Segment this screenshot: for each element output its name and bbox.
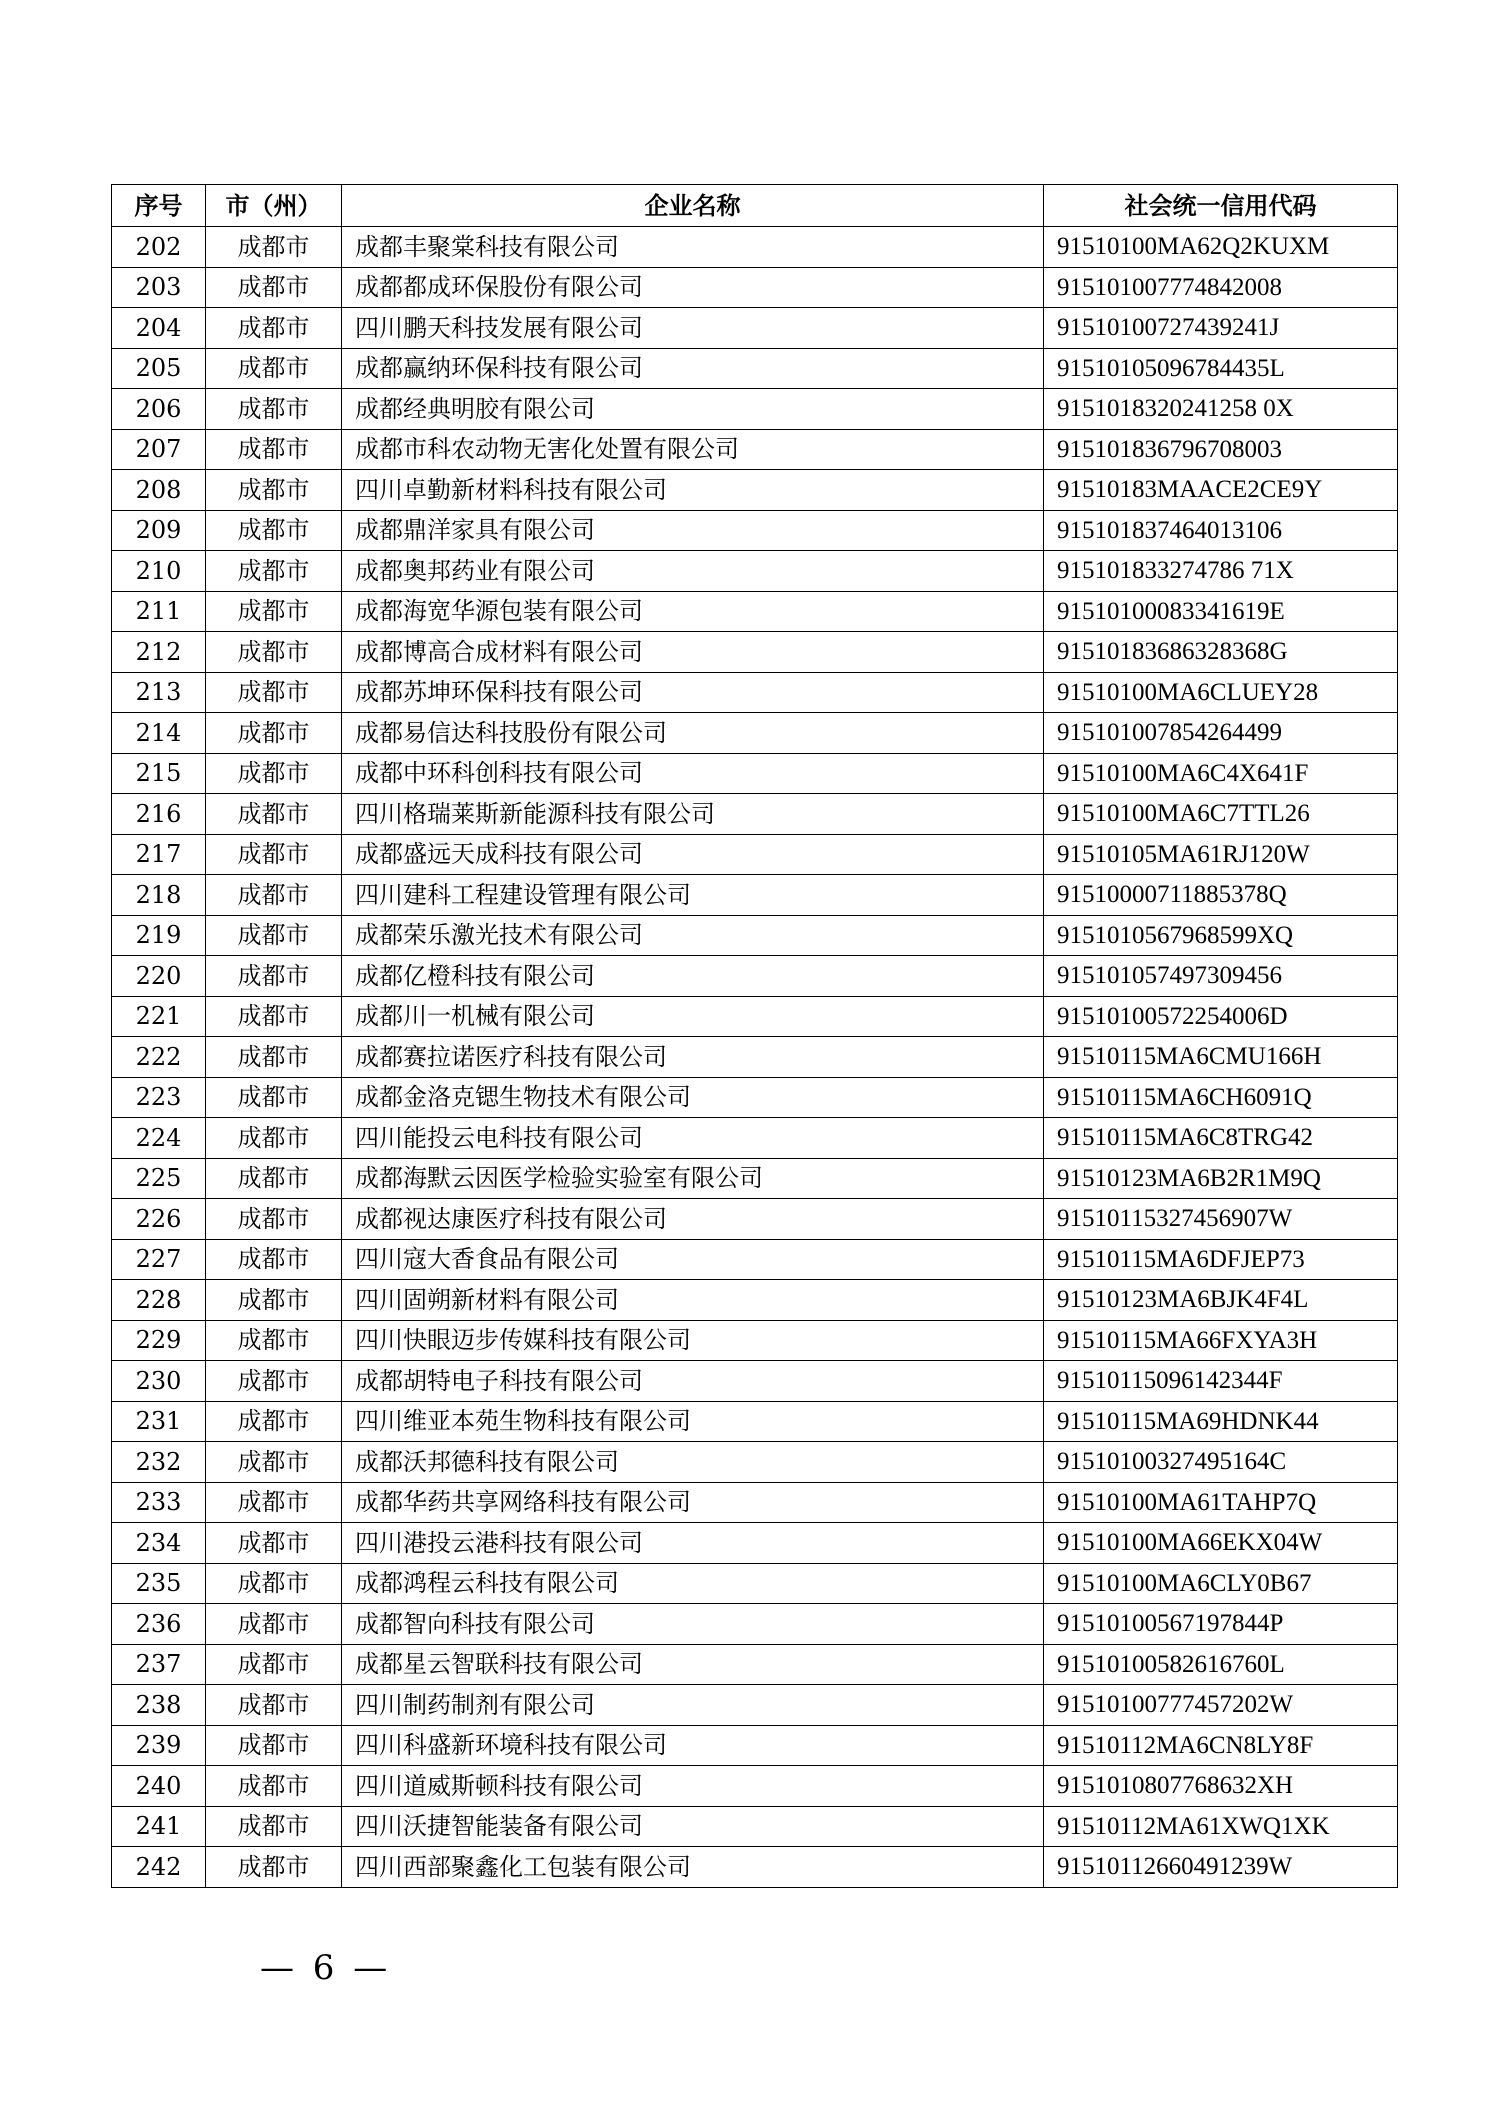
table-row bbox=[112, 875, 1398, 916]
row-company-name: 四川维亚本苑生物科技有限公司 bbox=[342, 1401, 1044, 1442]
row-credit-code: 91510112660491239W bbox=[1044, 1847, 1398, 1888]
table-row bbox=[112, 1847, 1398, 1888]
row-credit-code: 91510115MA6CH6091Q bbox=[1044, 1077, 1398, 1118]
row-company-name: 四川固朔新材料有限公司 bbox=[342, 1280, 1044, 1321]
row-company-name: 成都赢纳环保科技有限公司 bbox=[342, 348, 1044, 389]
table-row bbox=[112, 1563, 1398, 1604]
row-company-name: 成都苏坤环保科技有限公司 bbox=[342, 672, 1044, 713]
row-city: 成都市 bbox=[206, 1766, 342, 1807]
row-serial-number: 205 bbox=[112, 348, 206, 389]
row-company-name: 四川科盛新环境科技有限公司 bbox=[342, 1725, 1044, 1766]
table-row bbox=[112, 389, 1398, 430]
row-serial-number: 213 bbox=[112, 672, 206, 713]
row-city: 成都市 bbox=[206, 470, 342, 511]
row-credit-code: 91510100327495164C bbox=[1044, 1442, 1398, 1483]
row-company-name: 成都鸿程云科技有限公司 bbox=[342, 1563, 1044, 1604]
row-city: 成都市 bbox=[206, 1158, 342, 1199]
row-company-name: 四川鹏天科技发展有限公司 bbox=[342, 308, 1044, 349]
table-row bbox=[112, 1604, 1398, 1645]
row-company-name: 四川港投云港科技有限公司 bbox=[342, 1523, 1044, 1564]
row-credit-code: 91510000711885378Q bbox=[1044, 875, 1398, 916]
row-city: 成都市 bbox=[206, 591, 342, 632]
row-company-name: 四川制药制剂有限公司 bbox=[342, 1685, 1044, 1726]
table-row bbox=[112, 1361, 1398, 1402]
row-city: 成都市 bbox=[206, 551, 342, 592]
row-serial-number: 238 bbox=[112, 1685, 206, 1726]
header-serial-number: 序号 bbox=[112, 185, 206, 227]
row-city: 成都市 bbox=[206, 1523, 342, 1564]
table-row bbox=[112, 1644, 1398, 1685]
row-serial-number: 221 bbox=[112, 996, 206, 1037]
row-serial-number: 226 bbox=[112, 1199, 206, 1240]
row-city: 成都市 bbox=[206, 794, 342, 835]
row-serial-number: 239 bbox=[112, 1725, 206, 1766]
row-company-name: 成都市科农动物无害化处置有限公司 bbox=[342, 429, 1044, 470]
table-row bbox=[112, 551, 1398, 592]
row-serial-number: 203 bbox=[112, 267, 206, 308]
table-row bbox=[112, 1401, 1398, 1442]
row-company-name: 成都海默云因医学检验实验室有限公司 bbox=[342, 1158, 1044, 1199]
row-credit-code: 9151010807768632XH bbox=[1044, 1766, 1398, 1807]
table-row bbox=[112, 1482, 1398, 1523]
row-city: 成都市 bbox=[206, 510, 342, 551]
row-city: 成都市 bbox=[206, 1847, 342, 1888]
table-row bbox=[112, 348, 1398, 389]
row-serial-number: 229 bbox=[112, 1320, 206, 1361]
row-serial-number: 217 bbox=[112, 834, 206, 875]
table-row bbox=[112, 1685, 1398, 1726]
row-company-name: 成都中环科创科技有限公司 bbox=[342, 753, 1044, 794]
row-company-name: 四川西部聚鑫化工包装有限公司 bbox=[342, 1847, 1044, 1888]
row-serial-number: 224 bbox=[112, 1118, 206, 1159]
row-credit-code: 91510115MA66FXYA3H bbox=[1044, 1320, 1398, 1361]
table-row bbox=[112, 267, 1398, 308]
row-company-name: 成都都成环保股份有限公司 bbox=[342, 267, 1044, 308]
row-company-name: 四川沃捷智能装备有限公司 bbox=[342, 1806, 1044, 1847]
table-row bbox=[112, 1725, 1398, 1766]
row-city: 成都市 bbox=[206, 753, 342, 794]
row-company-name: 成都沃邦德科技有限公司 bbox=[342, 1442, 1044, 1483]
row-city: 成都市 bbox=[206, 1725, 342, 1766]
row-credit-code: 91510112MA61XWQ1XK bbox=[1044, 1806, 1398, 1847]
table-row bbox=[112, 1523, 1398, 1564]
row-company-name: 四川能投云电科技有限公司 bbox=[342, 1118, 1044, 1159]
table-row bbox=[112, 1239, 1398, 1280]
row-credit-code: 91510100567197844P bbox=[1044, 1604, 1398, 1645]
row-city: 成都市 bbox=[206, 915, 342, 956]
table-row bbox=[112, 753, 1398, 794]
row-credit-code: 91510100777457202W bbox=[1044, 1685, 1398, 1726]
row-credit-code: 915101837464013106 bbox=[1044, 510, 1398, 551]
table-row bbox=[112, 1766, 1398, 1807]
row-city: 成都市 bbox=[206, 1320, 342, 1361]
row-serial-number: 230 bbox=[112, 1361, 206, 1402]
row-credit-code: 91510105096784435L bbox=[1044, 348, 1398, 389]
row-credit-code: 91510100MA66EKX04W bbox=[1044, 1523, 1398, 1564]
row-company-name: 成都奥邦药业有限公司 bbox=[342, 551, 1044, 592]
row-city: 成都市 bbox=[206, 1442, 342, 1483]
row-company-name: 四川卓勤新材料科技有限公司 bbox=[342, 470, 1044, 511]
table-row bbox=[112, 1320, 1398, 1361]
row-credit-code: 91510100MA61TAHP7Q bbox=[1044, 1482, 1398, 1523]
row-city: 成都市 bbox=[206, 1563, 342, 1604]
row-city: 成都市 bbox=[206, 1401, 342, 1442]
header-company-name: 企业名称 bbox=[342, 185, 1044, 227]
table-row bbox=[112, 956, 1398, 997]
row-credit-code: 91510100MA6CLY0B67 bbox=[1044, 1563, 1398, 1604]
row-company-name: 成都金洛克锶生物技术有限公司 bbox=[342, 1077, 1044, 1118]
table-row bbox=[112, 308, 1398, 349]
row-serial-number: 233 bbox=[112, 1482, 206, 1523]
row-company-name: 成都亿橙科技有限公司 bbox=[342, 956, 1044, 997]
row-city: 成都市 bbox=[206, 308, 342, 349]
row-serial-number: 206 bbox=[112, 389, 206, 430]
header-row bbox=[112, 185, 1398, 227]
row-serial-number: 242 bbox=[112, 1847, 206, 1888]
table-row bbox=[112, 1077, 1398, 1118]
row-company-name: 四川建科工程建设管理有限公司 bbox=[342, 875, 1044, 916]
row-credit-code: 91510183686328368G bbox=[1044, 632, 1398, 673]
row-credit-code: 91510100MA6C7TTL26 bbox=[1044, 794, 1398, 835]
header-city: 市（州） bbox=[206, 185, 342, 227]
row-serial-number: 204 bbox=[112, 308, 206, 349]
row-company-name: 四川格瑞莱斯新能源科技有限公司 bbox=[342, 794, 1044, 835]
row-serial-number: 215 bbox=[112, 753, 206, 794]
row-serial-number: 225 bbox=[112, 1158, 206, 1199]
row-serial-number: 210 bbox=[112, 551, 206, 592]
row-company-name: 成都智向科技有限公司 bbox=[342, 1604, 1044, 1645]
row-city: 成都市 bbox=[206, 1280, 342, 1321]
row-company-name: 四川寇大香食品有限公司 bbox=[342, 1239, 1044, 1280]
row-company-name: 成都星云智联科技有限公司 bbox=[342, 1644, 1044, 1685]
row-credit-code: 91510100MA6CLUEY28 bbox=[1044, 672, 1398, 713]
row-credit-code: 91510100MA6C4X641F bbox=[1044, 753, 1398, 794]
table-row bbox=[112, 470, 1398, 511]
row-credit-code: 915101057497309456 bbox=[1044, 956, 1398, 997]
row-company-name: 成都海宽华源包装有限公司 bbox=[342, 591, 1044, 632]
row-city: 成都市 bbox=[206, 1604, 342, 1645]
row-city: 成都市 bbox=[206, 1118, 342, 1159]
row-company-name: 成都胡特电子科技有限公司 bbox=[342, 1361, 1044, 1402]
row-credit-code: 91510123MA6BJK4F4L bbox=[1044, 1280, 1398, 1321]
table-row bbox=[112, 834, 1398, 875]
row-city: 成都市 bbox=[206, 348, 342, 389]
row-serial-number: 207 bbox=[112, 429, 206, 470]
row-city: 成都市 bbox=[206, 875, 342, 916]
table-row bbox=[112, 1280, 1398, 1321]
row-serial-number: 223 bbox=[112, 1077, 206, 1118]
table-row bbox=[112, 1118, 1398, 1159]
row-city: 成都市 bbox=[206, 996, 342, 1037]
row-company-name: 成都视达康医疗科技有限公司 bbox=[342, 1199, 1044, 1240]
row-company-name: 成都经典明胶有限公司 bbox=[342, 389, 1044, 430]
row-city: 成都市 bbox=[206, 1037, 342, 1078]
row-serial-number: 240 bbox=[112, 1766, 206, 1807]
row-credit-code: 915101007854264499 bbox=[1044, 713, 1398, 754]
row-credit-code: 91510100572254006D bbox=[1044, 996, 1398, 1037]
table-row bbox=[112, 227, 1398, 268]
table-row bbox=[112, 1037, 1398, 1078]
row-company-name: 成都鼎洋家具有限公司 bbox=[342, 510, 1044, 551]
row-city: 成都市 bbox=[206, 672, 342, 713]
row-serial-number: 237 bbox=[112, 1644, 206, 1685]
row-credit-code: 91510183MAACE2CE9Y bbox=[1044, 470, 1398, 511]
row-credit-code: 915101836796708003 bbox=[1044, 429, 1398, 470]
row-city: 成都市 bbox=[206, 1644, 342, 1685]
row-company-name: 四川快眼迈步传媒科技有限公司 bbox=[342, 1320, 1044, 1361]
page-number: — 6 — bbox=[260, 1948, 392, 1988]
row-city: 成都市 bbox=[206, 1077, 342, 1118]
row-city: 成都市 bbox=[206, 713, 342, 754]
row-city: 成都市 bbox=[206, 429, 342, 470]
row-serial-number: 214 bbox=[112, 713, 206, 754]
row-city: 成都市 bbox=[206, 956, 342, 997]
table-row bbox=[112, 794, 1398, 835]
row-city: 成都市 bbox=[206, 227, 342, 268]
enterprise-table bbox=[111, 184, 1398, 1888]
row-serial-number: 209 bbox=[112, 510, 206, 551]
row-city: 成都市 bbox=[206, 1482, 342, 1523]
table-row bbox=[112, 1442, 1398, 1483]
table-row bbox=[112, 632, 1398, 673]
row-credit-code: 91510115MA6C8TRG42 bbox=[1044, 1118, 1398, 1159]
row-credit-code: 91510100MA62Q2KUXM bbox=[1044, 227, 1398, 268]
header-credit-code: 社会统一信用代码 bbox=[1044, 185, 1398, 227]
row-company-name: 成都丰聚棠科技有限公司 bbox=[342, 227, 1044, 268]
row-serial-number: 241 bbox=[112, 1806, 206, 1847]
row-serial-number: 211 bbox=[112, 591, 206, 632]
row-credit-code: 91510115MA69HDNK44 bbox=[1044, 1401, 1398, 1442]
row-serial-number: 208 bbox=[112, 470, 206, 511]
row-city: 成都市 bbox=[206, 267, 342, 308]
row-serial-number: 216 bbox=[112, 794, 206, 835]
table-body bbox=[112, 227, 1398, 1888]
row-city: 成都市 bbox=[206, 834, 342, 875]
row-credit-code: 915101007774842008 bbox=[1044, 267, 1398, 308]
row-serial-number: 234 bbox=[112, 1523, 206, 1564]
row-credit-code: 91510115MA6DFJEP73 bbox=[1044, 1239, 1398, 1280]
table-row bbox=[112, 672, 1398, 713]
row-credit-code: 91510100727439241J bbox=[1044, 308, 1398, 349]
row-city: 成都市 bbox=[206, 1806, 342, 1847]
table-row bbox=[112, 915, 1398, 956]
row-credit-code: 91510115096142344F bbox=[1044, 1361, 1398, 1402]
table-row bbox=[112, 996, 1398, 1037]
row-serial-number: 236 bbox=[112, 1604, 206, 1645]
row-credit-code: 91510100582616760L bbox=[1044, 1644, 1398, 1685]
row-company-name: 成都博高合成材料有限公司 bbox=[342, 632, 1044, 673]
row-credit-code: 91510105MA61RJ120W bbox=[1044, 834, 1398, 875]
row-company-name: 成都荣乐激光技术有限公司 bbox=[342, 915, 1044, 956]
row-serial-number: 227 bbox=[112, 1239, 206, 1280]
row-company-name: 成都赛拉诺医疗科技有限公司 bbox=[342, 1037, 1044, 1078]
row-credit-code: 91510112MA6CN8LY8F bbox=[1044, 1725, 1398, 1766]
table-row bbox=[112, 1806, 1398, 1847]
row-company-name: 成都盛远天成科技有限公司 bbox=[342, 834, 1044, 875]
table-row bbox=[112, 429, 1398, 470]
row-serial-number: 218 bbox=[112, 875, 206, 916]
table-row bbox=[112, 713, 1398, 754]
table-row bbox=[112, 591, 1398, 632]
row-credit-code: 91510123MA6B2R1M9Q bbox=[1044, 1158, 1398, 1199]
row-serial-number: 212 bbox=[112, 632, 206, 673]
row-city: 成都市 bbox=[206, 389, 342, 430]
row-credit-code: 91510100083341619E bbox=[1044, 591, 1398, 632]
row-credit-code: 91510115327456907W bbox=[1044, 1199, 1398, 1240]
row-serial-number: 220 bbox=[112, 956, 206, 997]
table-row bbox=[112, 1199, 1398, 1240]
row-city: 成都市 bbox=[206, 1685, 342, 1726]
row-serial-number: 228 bbox=[112, 1280, 206, 1321]
row-serial-number: 219 bbox=[112, 915, 206, 956]
row-company-name: 成都易信达科技股份有限公司 bbox=[342, 713, 1044, 754]
table-header bbox=[112, 185, 1398, 227]
row-credit-code: 9151018320241258 0X bbox=[1044, 389, 1398, 430]
row-serial-number: 222 bbox=[112, 1037, 206, 1078]
row-serial-number: 202 bbox=[112, 227, 206, 268]
row-city: 成都市 bbox=[206, 1361, 342, 1402]
row-company-name: 四川道威斯顿科技有限公司 bbox=[342, 1766, 1044, 1807]
row-credit-code: 91510115MA6CMU166H bbox=[1044, 1037, 1398, 1078]
row-city: 成都市 bbox=[206, 632, 342, 673]
row-credit-code: 915101833274786 71X bbox=[1044, 551, 1398, 592]
table-row bbox=[112, 1158, 1398, 1199]
row-serial-number: 232 bbox=[112, 1442, 206, 1483]
row-company-name: 成都华药共享网络科技有限公司 bbox=[342, 1482, 1044, 1523]
row-city: 成都市 bbox=[206, 1199, 342, 1240]
row-serial-number: 231 bbox=[112, 1401, 206, 1442]
row-serial-number: 235 bbox=[112, 1563, 206, 1604]
row-company-name: 成都川一机械有限公司 bbox=[342, 996, 1044, 1037]
row-credit-code: 9151010567968599XQ bbox=[1044, 915, 1398, 956]
table-row bbox=[112, 510, 1398, 551]
row-city: 成都市 bbox=[206, 1239, 342, 1280]
